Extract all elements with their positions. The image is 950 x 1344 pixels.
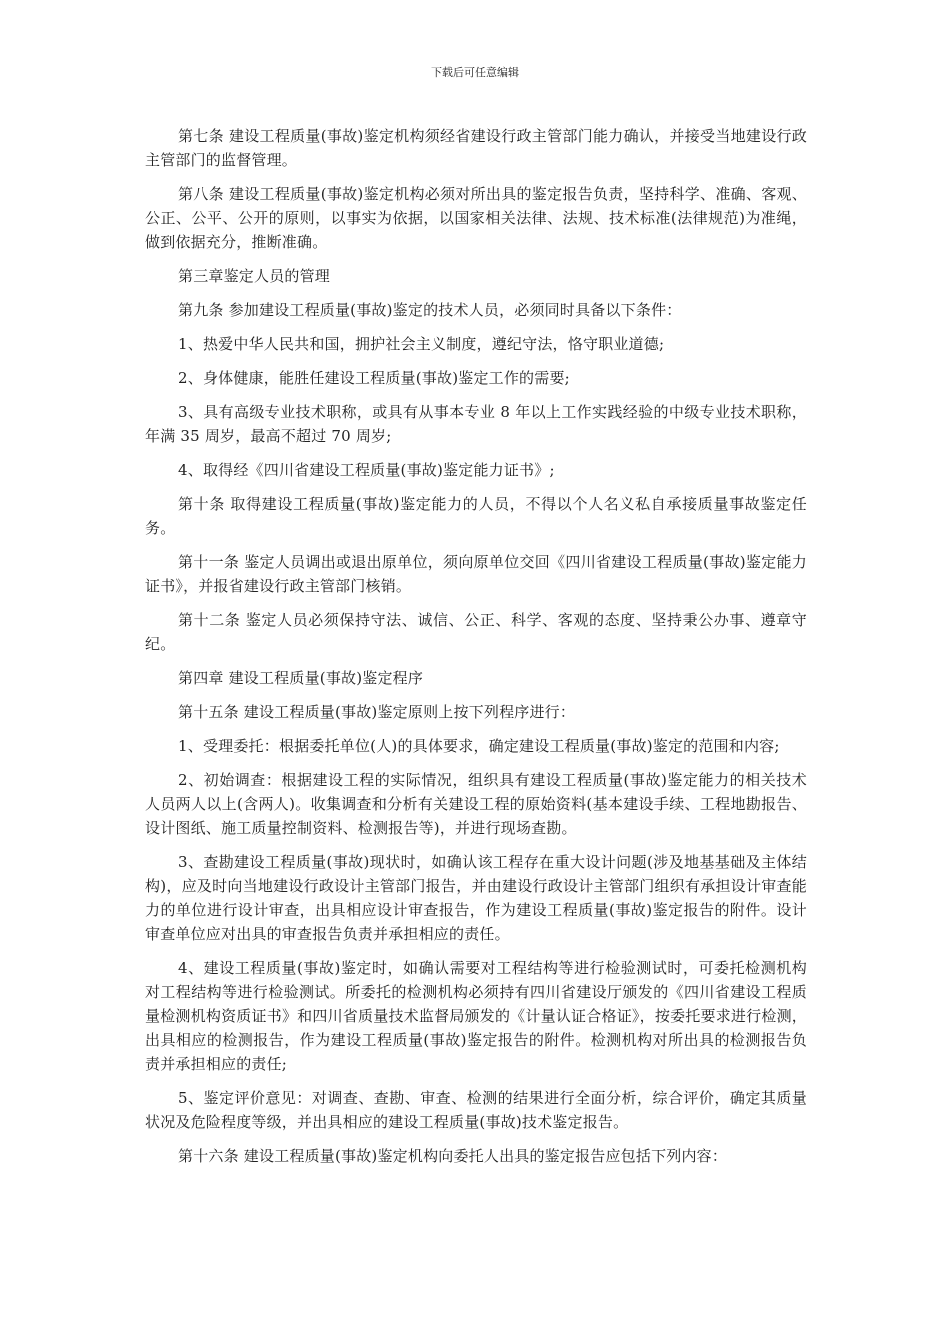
article-15-item-1: 1、受理委托：根据委托单位(人)的具体要求，确定建设工程质量(事故)鉴定的范围和内容; (178, 737, 780, 755)
article-15-item-3: 3、查勘建设工程质量(事故)现状时，如确认该工程存在重大设计问题(涉及地基基础及主体结构)，应及时向当地建设行政设计主管部门报告，并由建设行政设计主管部门组织有承担设计审查能力的单位进行设计审查，出具相应设计审查报告，作为建设工程质量(事故)鉴定报告的附件。设计审查单位应对出具的审查报告负责并承担相应的责任。 (145, 853, 807, 943)
chapter-4-heading: 第四章 建设工程质量(事故)鉴定程序 (178, 669, 424, 687)
article-15-item-5: 5、鉴定评价意见：对调查、查勘、审查、检测的结果进行全面分析，综合评价，确定其质量状况及危险程度等级，并出具相应的建设工程质量(事故)技术鉴定报告。 (145, 1089, 807, 1131)
article-9-item-3: 3、具有高级专业技术职称，或具有从事本专业 8 年以上工作实践经验的中级专业技术职称，年满 35 周岁，最高不超过 70 周岁; (145, 403, 807, 445)
article-10: 第十条 取得建设工程质量(事故)鉴定能力的人员，不得以个人名义私自承接质量事故鉴定任务。 (145, 495, 807, 537)
document-body (145, 124, 807, 1178)
page-header: 下载后可任意编辑 (431, 66, 519, 79)
article-11: 第十一条 鉴定人员调出或退出原单位，须向原单位交回《四川省建设工程质量(事故)鉴定能力证书》，并报省建设行政主管部门核销。 (145, 553, 807, 595)
article-15-item-4: 4、建设工程质量(事故)鉴定时，如确认需要对工程结构等进行检验测试时，可委托检测机构对工程结构等进行检验测试。所委托的检测机构必须持有四川省建设厅颁发的《四川省建设工程质量检测机构资质证书》和四川省质量技术监督局颁发的《计量认证合格证》，按委托要求进行检测，出具相应的检测报告，作为建设工程质量(事故)鉴定报告的附件。检测机构对所出具的检测报告负责并承担相应的责任; (145, 959, 807, 1073)
article-9-item-1: 1、热爱中华人民共和国，拥护社会主义制度，遵纪守法，恪守职业道德; (178, 335, 665, 353)
article-9: 第九条 参加建设工程质量(事故)鉴定的技术人员，必须同时具备以下条件： (178, 301, 682, 319)
article-15-item-2: 2、初始调查：根据建设工程的实际情况，组织具有建设工程质量(事故)鉴定能力的相关技术人员两人以上(含两人)。收集调查和分析有关建设工程的原始资料(基本建设手续、工程地勘报告、设计图纸、施工质量控制资料、检测报告等)，并进行现场查勘。 (145, 771, 807, 837)
article-7: 第七条 建设工程质量(事故)鉴定机构须经省建设行政主管部门能力确认，并接受当地建设行政主管部门的监督管理。 (145, 127, 807, 169)
article-8: 第八条 建设工程质量(事故)鉴定机构必须对所出具的鉴定报告负责，坚持科学、准确、客观、公正、公平、公开的原则，以事实为依据，以国家相关法律、法规、技术标准(法律规范)为准绳，做到依据充分，推断准确。 (145, 185, 807, 251)
article-12: 第十二条 鉴定人员必须保持守法、诚信、公正、科学、客观的态度、坚持秉公办事、遵章守纪。 (145, 611, 807, 653)
article-16: 第十六条 建设工程质量(事故)鉴定机构向委托人出具的鉴定报告应包括下列内容： (178, 1147, 728, 1165)
article-15: 第十五条 建设工程质量(事故)鉴定原则上按下列程序进行： (178, 703, 576, 721)
article-9-item-4: 4、取得经《四川省建设工程质量(事故)鉴定能力证书》; (178, 461, 555, 479)
chapter-3-heading: 第三章鉴定人员的管理 (178, 267, 331, 285)
article-9-item-2: 2、身体健康，能胜任建设工程质量(事故)鉴定工作的需要; (178, 369, 570, 387)
